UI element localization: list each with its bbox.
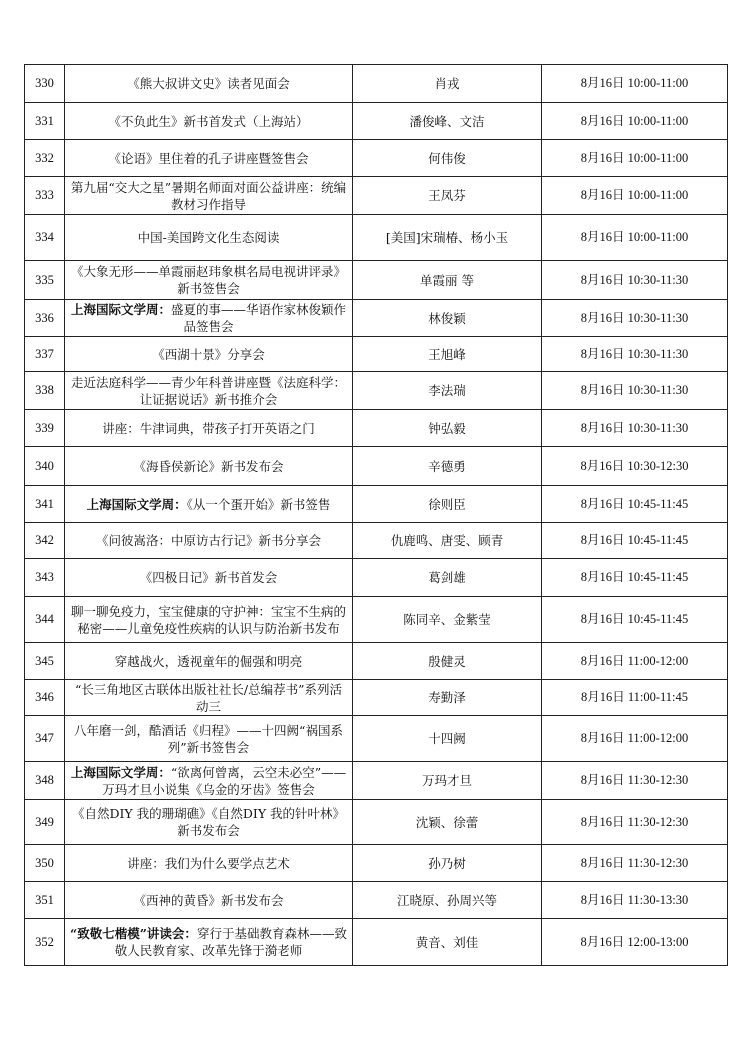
table-row: [25, 919, 728, 966]
event-time: 8月16日 11:30-12:30: [542, 845, 728, 882]
table-row: [25, 680, 728, 716]
event-title: [65, 597, 353, 643]
event-title: [65, 447, 353, 486]
event-number: 350: [25, 845, 65, 882]
event-time: 8月16日 10:30-11:30: [542, 300, 728, 337]
table-row: [25, 559, 728, 597]
event-number: 341: [25, 486, 65, 523]
event-speaker: 黄音、刘佳: [353, 919, 542, 966]
table-row: [25, 597, 728, 643]
event-time: 8月16日 10:30-11:30: [542, 261, 728, 300]
event-number: 347: [25, 716, 65, 762]
event-number: 331: [25, 103, 65, 140]
table-row: [25, 716, 728, 762]
event-title-text: 第九届“交大之星”暑期名师面对面公益讲座：统编教材习作指导: [70, 179, 347, 212]
table-row: [25, 800, 728, 845]
event-title-text: 穿越战火，透视童年的倔强和明亮: [114, 653, 303, 669]
event-speaker: 潘俊峰、文洁: [353, 103, 542, 140]
table-row: [25, 845, 728, 882]
event-speaker: 王凤芬: [353, 177, 542, 215]
event-number: 340: [25, 447, 65, 486]
event-number: 339: [25, 410, 65, 447]
event-speaker: 林俊颖: [353, 300, 542, 337]
event-title-prefix: 上海国际文学周：: [86, 496, 187, 512]
event-title: [65, 486, 353, 523]
event-time: 8月16日 10:30-11:30: [542, 372, 728, 410]
event-time: 8月16日 10:00-11:00: [542, 140, 728, 177]
table-row: [25, 65, 728, 103]
event-time: 8月16日 10:45-11:45: [542, 523, 728, 559]
events-table-body: [25, 65, 728, 966]
table-row: [25, 882, 728, 919]
table-row: [25, 103, 728, 140]
table-row: [25, 643, 728, 680]
event-speaker: 徐则臣: [353, 486, 542, 523]
event-number: 343: [25, 559, 65, 597]
table-row: [25, 140, 728, 177]
event-number: 338: [25, 372, 65, 410]
event-title: [65, 215, 353, 261]
event-number: 344: [25, 597, 65, 643]
event-time: 8月16日 10:45-11:45: [542, 597, 728, 643]
event-title-text: 《问彼嵩洛：中原访古行记》新书分享会: [95, 533, 321, 548]
event-title-text: 聊一聊免疫力，宝宝健康的守护神：宝宝不生病的秘密——儿童免疫性疾病的认识与防治新书发布: [70, 603, 346, 636]
event-speaker: 肖戎: [353, 65, 542, 103]
event-number: 334: [25, 215, 65, 261]
event-title: [65, 643, 353, 680]
event-title: [65, 845, 353, 882]
event-title: [65, 140, 353, 177]
event-title-text: “欲离何曾离，云空未必空”——万玛才旦小说集《乌金的牙齿》签售会: [102, 764, 347, 797]
table-row: [25, 410, 728, 447]
event-speaker: 十四阙: [353, 716, 542, 762]
event-time: 8月16日 10:00-11:00: [542, 65, 728, 103]
event-speaker: 万玛才旦: [353, 762, 542, 800]
event-speaker: 江晓原、孙周兴等: [353, 882, 542, 919]
event-title: [65, 65, 353, 103]
event-number: 348: [25, 762, 65, 800]
event-title-text: 讲座：我们为什么要学点艺术: [127, 855, 290, 871]
event-time: 8月16日 11:30-13:30: [542, 882, 728, 919]
event-title-text: 走近法庭科学——青少年科普讲座暨《法庭科学：让证据说话》新书推介会: [70, 374, 346, 407]
event-number: 336: [25, 300, 65, 337]
table-row: [25, 523, 728, 559]
event-title-text: 《四极日记》新书首发会: [139, 570, 278, 585]
event-title-text: 《不负此生》新书首发式（上海站）: [108, 113, 309, 129]
event-time: 8月16日 12:00-13:00: [542, 919, 728, 966]
event-speaker: [美国]宋瑞椿、杨小玉: [353, 215, 542, 261]
event-title-text: 《西神的黄昏》新书发布会: [133, 892, 284, 908]
table-row: [25, 372, 728, 410]
event-number: 332: [25, 140, 65, 177]
event-title-text: 《从一个蛋开始》新书签售: [186, 496, 331, 512]
table-row: [25, 762, 728, 800]
event-time: 8月16日 11:30-12:30: [542, 800, 728, 845]
event-number: 337: [25, 337, 65, 372]
event-title-prefix: “致敬七楷模”讲读会：: [70, 926, 197, 941]
event-speaker: 殷健灵: [353, 643, 542, 680]
event-title: [65, 919, 353, 966]
event-speaker: 孙乃树: [353, 845, 542, 882]
event-speaker: 仇鹿鸣、唐雯、顾青: [353, 523, 542, 559]
event-time: 8月16日 11:00-12:00: [542, 716, 728, 762]
event-time: 8月16日 10:30-12:30: [542, 447, 728, 486]
table-row: [25, 261, 728, 300]
event-number: 351: [25, 882, 65, 919]
event-time: 8月16日 11:00-12:00: [542, 643, 728, 680]
event-title-text: 《熊大叔讲文史》读者见面会: [127, 76, 290, 91]
event-title-prefix: 上海国际文学周：: [70, 764, 171, 780]
event-time: 8月16日 10:30-11:30: [542, 337, 728, 372]
event-number: 345: [25, 643, 65, 680]
event-title: [65, 762, 353, 800]
event-title: [65, 300, 353, 337]
event-title: [65, 559, 353, 597]
table-row: [25, 300, 728, 337]
event-speaker: 单霞丽 等: [353, 261, 542, 300]
event-title: [65, 103, 353, 140]
event-time: 8月16日 10:00-11:00: [542, 103, 728, 140]
event-title: [65, 882, 353, 919]
table-row: [25, 177, 728, 215]
event-title: [65, 680, 353, 716]
event-title-text: 《大象无形——单霞丽赵玮象棋名局电视讲评录》新书签售会: [70, 264, 346, 296]
table-row: [25, 337, 728, 372]
event-time: 8月16日 10:00-11:00: [542, 177, 728, 215]
event-time: 8月16日 10:45-11:45: [542, 486, 728, 523]
event-title: [65, 372, 353, 410]
event-number: 346: [25, 680, 65, 716]
event-title: [65, 523, 353, 559]
event-title: [65, 800, 353, 845]
event-title-text: 《自然DIY 我的珊瑚礁》《自然DIY 我的针叶林》新书发布会: [71, 806, 346, 838]
event-title-text: 穿行于基础教育森林——致敬人民教育家、改革先锋于漪老师: [114, 926, 347, 958]
event-speaker: 李法瑞: [353, 372, 542, 410]
event-number: 330: [25, 65, 65, 103]
event-speaker: 王旭峰: [353, 337, 542, 372]
event-title: [65, 716, 353, 762]
event-title-text: 中国-美国跨文化生态阅读: [137, 230, 280, 245]
event-number: 335: [25, 261, 65, 300]
event-speaker: 辛德勇: [353, 447, 542, 486]
event-number: 349: [25, 800, 65, 845]
event-title-text: 《论语》里住着的孔子讲座暨签售会: [108, 150, 309, 166]
event-number: 352: [25, 919, 65, 966]
event-speaker: 寿勤泽: [353, 680, 542, 716]
event-time: 8月16日 11:00-11:45: [542, 680, 728, 716]
event-time: 8月16日 10:45-11:45: [542, 559, 728, 597]
event-speaker: 钟弘毅: [353, 410, 542, 447]
event-number: 333: [25, 177, 65, 215]
event-time: 8月16日 10:30-11:30: [542, 410, 728, 447]
event-title-text: 八年磨一剑，酷酒话《归程》——十四阙“祸国系列”新书签售会: [74, 722, 343, 755]
event-title: [65, 261, 353, 300]
event-time: 8月16日 10:00-11:00: [542, 215, 728, 261]
event-title: [65, 337, 353, 372]
event-title-text: “长三角地区古联体出版社社长/总编荐书”系列活动三: [75, 681, 342, 714]
table-row: [25, 447, 728, 486]
event-speaker: 葛剑雄: [353, 559, 542, 597]
table-row: [25, 215, 728, 261]
event-title: [65, 410, 353, 447]
event-time: 8月16日 11:30-12:30: [542, 762, 728, 800]
event-title-text: 盛夏的事——华语作家林俊颖作品签售会: [171, 302, 347, 334]
events-table: [24, 64, 728, 966]
event-title-text: 讲座：牛津词典，带孩子打开英语之门: [102, 420, 315, 436]
event-speaker: 沈颖、徐蕾: [353, 800, 542, 845]
event-title-prefix: 上海国际文学周：: [70, 302, 171, 317]
event-title: [65, 177, 353, 215]
table-row: [25, 486, 728, 523]
event-number: 342: [25, 523, 65, 559]
event-speaker: 陈同辛、金紫莹: [353, 597, 542, 643]
event-title-text: 《西湖十景》分享会: [152, 346, 265, 362]
event-title-text: 《海昏侯新论》新书发布会: [133, 458, 284, 474]
event-speaker: 何伟俊: [353, 140, 542, 177]
